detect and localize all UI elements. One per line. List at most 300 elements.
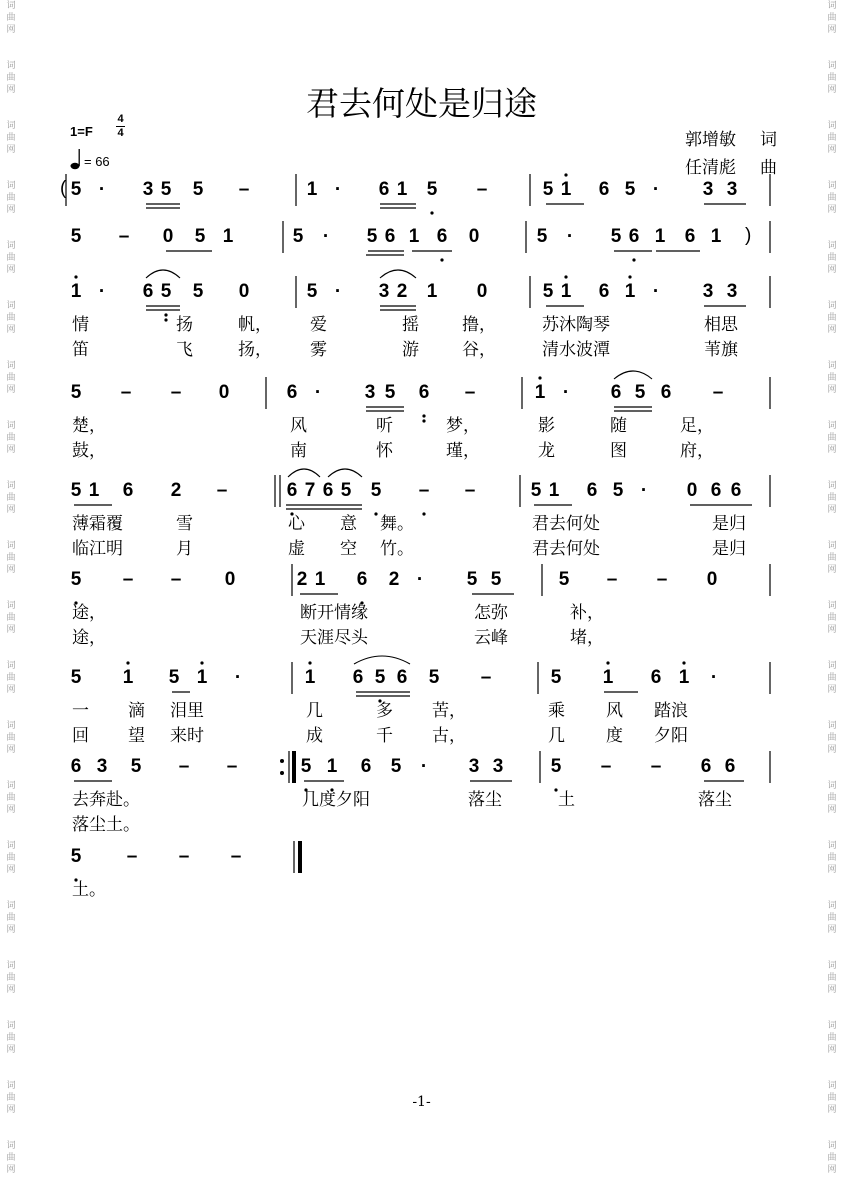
lyric-verse-2: 成 (306, 726, 323, 746)
note-digit: 1 (222, 226, 234, 247)
dash-extension: – (230, 846, 242, 867)
dash-extension: – (118, 226, 130, 247)
intro-open-paren: ( (60, 178, 67, 199)
octave-dot-above (74, 275, 77, 278)
lyric-verse-1: 舞。 (380, 514, 414, 534)
note-digit: 6 (700, 756, 712, 777)
note-digit: 6 (650, 667, 662, 688)
note-digit: 5 (70, 667, 82, 688)
watermark-char: 词 (6, 421, 16, 431)
lyric-verse-2: 雾 (310, 340, 327, 360)
watermark-char: 网 (827, 25, 837, 35)
watermark-char: 曲 (6, 193, 16, 203)
note-digit: 1 (654, 226, 666, 247)
note-digit: 5 (558, 569, 570, 590)
watermark-char: 曲 (6, 853, 16, 863)
lyric-verse-2: 度 (606, 726, 623, 746)
note-digit: 6 (142, 281, 154, 302)
watermark-char: 曲 (827, 253, 837, 263)
octave-dot-above (628, 275, 631, 278)
note-digit: 0 (162, 226, 174, 247)
lyric-verse-1: 一 (72, 701, 89, 721)
watermark-char: 网 (6, 1045, 16, 1055)
watermark-char: 网 (6, 565, 16, 575)
watermark-char: 词 (6, 721, 16, 731)
note-digit: 5 (624, 179, 636, 200)
octave-dot-below (632, 258, 635, 261)
watermark-char: 词 (827, 901, 837, 911)
note-digit: 1 (710, 226, 722, 247)
lyric-verse-1: 补， (570, 603, 604, 623)
watermark-char: 词 (827, 1021, 837, 1031)
dash-extension: – (418, 480, 430, 501)
watermark-char: 曲 (6, 613, 16, 623)
lyric-verse-2: 竹。 (380, 539, 414, 559)
watermark-char: 曲 (827, 1093, 837, 1103)
lyric-verse-1: 情 (72, 315, 89, 335)
lyric-verse-1: 梦， (446, 416, 480, 436)
dash-extension: – (476, 179, 488, 200)
octave-dot-below (422, 512, 425, 515)
watermark-char: 网 (6, 625, 16, 635)
time-signature-top: 4 (117, 113, 124, 125)
note-digit: 7 (304, 480, 316, 501)
watermark-char: 网 (827, 505, 837, 515)
note-digit: 2 (296, 569, 308, 590)
watermark-char: 网 (6, 805, 16, 815)
lyric-verse-2: 天涯尽头 (300, 628, 368, 648)
slur-arc (380, 270, 416, 278)
lyric-verse-1: 滴 (128, 701, 145, 721)
octave-dot-below (164, 318, 167, 321)
note-digit: 5 (428, 667, 440, 688)
watermark-char: 词 (827, 1, 837, 11)
watermark-char: 词 (6, 361, 16, 371)
note-digit: 3 (142, 179, 154, 200)
watermark-char: 曲 (6, 973, 16, 983)
note-digit: 5 (340, 480, 352, 501)
dash-extension: – (480, 667, 492, 688)
watermark-char: 曲 (6, 553, 16, 563)
octave-dot-below (440, 258, 443, 261)
watermark-char: 曲 (6, 733, 16, 743)
lyric-verse-1: 落尘 (468, 790, 502, 810)
note-digit: 6 (598, 179, 610, 200)
dotted-rhythm: · (652, 281, 660, 302)
octave-dot-below (422, 419, 425, 422)
lyric-verse-2: 落尘土。 (72, 815, 140, 835)
watermark-char: 网 (827, 925, 837, 935)
watermark-char: 词 (827, 601, 837, 611)
repeat-dot (280, 759, 284, 763)
lyric-verse-1: 是归 (712, 514, 746, 534)
watermark-char: 网 (6, 505, 16, 515)
watermark-char: 词 (6, 841, 16, 851)
lyric-verse-1: 扬 (176, 315, 193, 335)
watermark-char: 词 (827, 961, 837, 971)
lyric-verse-1: 撸， (462, 315, 496, 335)
note-digit: 6 (360, 756, 372, 777)
lyric-verse-2: 月 (176, 539, 193, 559)
lyric-verse-2: 古， (432, 726, 466, 746)
note-digit: 1 (196, 667, 208, 688)
note-digit: 1 (306, 179, 318, 200)
watermark-char: 词 (6, 241, 16, 251)
watermark-char: 网 (6, 1105, 16, 1115)
watermark-char: 词 (827, 121, 837, 131)
repeat-dot (280, 771, 284, 775)
note-digit: 5 (292, 226, 304, 247)
note-digit: 5 (70, 846, 82, 867)
note-digit: 5 (490, 569, 502, 590)
note-digit: 3 (702, 179, 714, 200)
note-digit: 5 (194, 226, 206, 247)
watermark-char: 曲 (6, 13, 16, 23)
watermark-char: 词 (6, 541, 16, 551)
dotted-rhythm: · (314, 382, 322, 403)
note-digit: 6 (418, 382, 430, 403)
note-digit: 5 (70, 226, 82, 247)
note-digit: 6 (660, 382, 672, 403)
note-digit: 6 (356, 569, 368, 590)
lyric-verse-2: 临江明 (72, 539, 123, 559)
watermark-char: 曲 (6, 433, 16, 443)
lyric-verse-1: 去奔赴。 (72, 790, 140, 810)
note-digit: 1 (548, 480, 560, 501)
note-digit: 6 (396, 667, 408, 688)
watermark-char: 曲 (827, 133, 837, 143)
note-digit: 6 (384, 226, 396, 247)
lyric-verse-1: 乘 (548, 701, 565, 721)
note-digit: 5 (612, 480, 624, 501)
lyric-verse-1: 几 (306, 701, 323, 721)
octave-dot-below (422, 414, 425, 417)
note-digit: 6 (286, 480, 298, 501)
watermark-char: 网 (827, 1105, 837, 1115)
octave-dot-above (200, 661, 203, 664)
lyric-verse-2: 飞 (176, 340, 193, 360)
octave-dot-below (430, 211, 433, 214)
note-digit: 5 (160, 179, 172, 200)
note-digit: 2 (388, 569, 400, 590)
lyric-verse-1: 心 (288, 514, 305, 534)
dotted-rhythm: · (416, 569, 424, 590)
note-digit: 1 (70, 281, 82, 302)
dotted-rhythm: · (710, 667, 718, 688)
lyric-verse-2: 瑾， (446, 441, 480, 461)
dotted-rhythm: · (334, 281, 342, 302)
note-digit: 5 (370, 480, 382, 501)
dash-extension: – (122, 569, 134, 590)
note-digit: 1 (304, 667, 316, 688)
dash-extension: – (226, 756, 238, 777)
note-digit: 5 (306, 281, 318, 302)
note-digit: 1 (88, 480, 100, 501)
watermark-char: 网 (6, 865, 16, 875)
note-digit: 5 (466, 569, 478, 590)
dash-extension: – (600, 756, 612, 777)
note-digit: 5 (160, 281, 172, 302)
watermark-char: 词 (6, 61, 16, 71)
note-digit: 5 (610, 226, 622, 247)
dash-extension: – (712, 382, 724, 403)
intro-close-paren: ) (745, 225, 752, 246)
note-digit: 1 (624, 281, 636, 302)
watermark-char: 曲 (827, 1153, 837, 1163)
dash-extension: – (464, 382, 476, 403)
note-digit: 5 (192, 281, 204, 302)
lyric-verse-2: 空 (340, 539, 357, 559)
lyric-verse-1: 影 (538, 416, 555, 436)
watermark-char: 网 (827, 145, 837, 155)
watermark-char: 网 (6, 265, 16, 275)
lyric-verse-1: 随 (610, 416, 627, 436)
tempo-marking: = 66 (84, 154, 110, 169)
note-digit: 1 (602, 667, 614, 688)
lyricist-role: 词 (760, 130, 777, 150)
watermark-char: 词 (827, 301, 837, 311)
lyric-verse-1: 意 (340, 514, 357, 534)
watermark-char: 词 (827, 661, 837, 671)
slur-arc (288, 469, 320, 477)
dotted-rhythm: · (334, 179, 342, 200)
note-digit: 5 (426, 179, 438, 200)
watermark-char: 词 (6, 661, 16, 671)
note-digit: 1 (678, 667, 690, 688)
watermark-char: 词 (6, 301, 16, 311)
note-digit: 5 (70, 179, 82, 200)
lyric-verse-2: 堵， (570, 628, 604, 648)
watermark-char: 曲 (6, 313, 16, 323)
watermark-char: 网 (827, 625, 837, 635)
lyric-verse-1: 风 (290, 416, 307, 436)
watermark-char: 网 (6, 25, 16, 35)
watermark-char: 网 (827, 565, 837, 575)
watermark-char: 网 (6, 145, 16, 155)
watermark-char: 网 (827, 1045, 837, 1055)
octave-dot-below (164, 313, 167, 316)
dash-extension: – (650, 756, 662, 777)
watermark-char: 曲 (827, 673, 837, 683)
note-digit: 5 (168, 667, 180, 688)
watermark-char: 词 (6, 781, 16, 791)
watermark-char: 网 (827, 985, 837, 995)
watermark-char: 曲 (6, 1093, 16, 1103)
lyric-verse-2: 鼓， (72, 441, 106, 461)
watermark-char: 曲 (827, 613, 837, 623)
watermark-char: 网 (827, 1165, 837, 1175)
note-digit: 5 (550, 667, 562, 688)
watermark-char: 词 (827, 721, 837, 731)
lyric-verse-1: 帆， (238, 315, 272, 335)
dash-extension: – (606, 569, 618, 590)
note-digit: 3 (364, 382, 376, 403)
lyric-verse-1: 泪里 (170, 701, 204, 721)
watermark-char: 词 (827, 781, 837, 791)
note-digit: 3 (378, 281, 390, 302)
lyric-verse-2: 虚 (288, 539, 305, 559)
watermark-char: 曲 (6, 73, 16, 83)
lyric-verse-2: 谷， (462, 340, 496, 360)
note-digit: 5 (192, 179, 204, 200)
watermark-char: 网 (827, 385, 837, 395)
lyric-verse-1: 听 (376, 416, 393, 436)
watermark-char: 曲 (827, 853, 837, 863)
watermark-char: 词 (6, 901, 16, 911)
watermark-char: 网 (6, 325, 16, 335)
watermark-char: 曲 (827, 1033, 837, 1043)
note-digit: 6 (684, 226, 696, 247)
watermark-char: 曲 (6, 1153, 16, 1163)
watermark-char: 网 (827, 205, 837, 215)
lyric-verse-1: 雪 (176, 514, 193, 534)
watermark-char: 词 (6, 121, 16, 131)
note-digit: 5 (366, 226, 378, 247)
composer-role: 曲 (760, 158, 777, 178)
note-digit: 0 (476, 281, 488, 302)
note-digit: 0 (224, 569, 236, 590)
note-digit: 6 (628, 226, 640, 247)
watermark-char: 词 (827, 541, 837, 551)
lyricist-name: 郭增敏 (685, 130, 736, 150)
note-digit: 1 (408, 226, 420, 247)
note-digit: 6 (70, 756, 82, 777)
note-digit: 5 (384, 382, 396, 403)
song-title: 君去何处是归途 (306, 84, 537, 123)
watermark-char: 网 (6, 385, 16, 395)
watermark-char: 网 (827, 85, 837, 95)
lyric-verse-1: 爱 (310, 315, 327, 335)
lyric-verse-1: 土。 (72, 880, 106, 900)
dotted-rhythm: · (98, 179, 106, 200)
octave-dot-above (538, 376, 541, 379)
dotted-rhythm: · (234, 667, 242, 688)
note-digit: 6 (610, 382, 622, 403)
note-digit: 5 (130, 756, 142, 777)
lyric-verse-1: 苏沐陶琴 (542, 315, 610, 335)
lyric-verse-2: 南 (290, 441, 307, 461)
key-signature: 1=F (70, 124, 93, 139)
note-digit: 6 (436, 226, 448, 247)
watermark-char: 词 (827, 841, 837, 851)
slur-arc (328, 469, 362, 477)
watermark-char: 词 (827, 1081, 837, 1091)
note-digit: 3 (96, 756, 108, 777)
watermark-char: 词 (827, 181, 837, 191)
dotted-rhythm: · (420, 756, 428, 777)
note-digit: 3 (726, 179, 738, 200)
watermark-char: 网 (6, 205, 16, 215)
watermark-char: 曲 (6, 373, 16, 383)
time-signature-bottom: 4 (117, 127, 124, 139)
note-digit: 5 (536, 226, 548, 247)
note-digit: 6 (730, 480, 742, 501)
dash-extension: – (170, 382, 182, 403)
octave-dot-above (682, 661, 685, 664)
watermark-char: 曲 (827, 73, 837, 83)
note-digit: 3 (702, 281, 714, 302)
lyric-verse-2: 夕阳 (654, 726, 688, 746)
note-digit: 6 (724, 756, 736, 777)
note-digit: 6 (286, 382, 298, 403)
note-digit: 6 (122, 480, 134, 501)
note-digit: 5 (70, 480, 82, 501)
lyric-verse-2: 图 (610, 441, 627, 461)
lyric-verse-1: 薄霜覆 (72, 514, 123, 534)
note-digit: 5 (542, 179, 554, 200)
slur-arc (146, 270, 180, 278)
watermark-char: 网 (827, 805, 837, 815)
lyric-verse-1: 断开情缘 (300, 603, 368, 623)
note-digit: 5 (390, 756, 402, 777)
note-digit: 1 (426, 281, 438, 302)
lyric-verse-1: 踏浪 (654, 701, 688, 721)
lyric-verse-1: 苦， (432, 701, 466, 721)
watermark-char: 曲 (827, 433, 837, 443)
note-digit: 1 (326, 756, 338, 777)
watermark-char: 曲 (827, 493, 837, 503)
watermark-char: 网 (6, 445, 16, 455)
note-digit: 6 (586, 480, 598, 501)
note-digit: 0 (238, 281, 250, 302)
note-digit: 5 (530, 480, 542, 501)
dash-extension: – (126, 846, 138, 867)
watermark-char: 曲 (6, 1033, 16, 1043)
watermark-char: 网 (827, 325, 837, 335)
dotted-rhythm: · (566, 226, 574, 247)
note-digit: 5 (550, 756, 562, 777)
lyric-verse-1: 楚， (72, 416, 106, 436)
watermark-char: 曲 (827, 313, 837, 323)
lyric-verse-2: 苇旗 (704, 340, 738, 360)
note-digit: 5 (70, 569, 82, 590)
watermark-char: 曲 (6, 793, 16, 803)
watermark-char: 词 (6, 961, 16, 971)
watermark-char: 网 (6, 985, 16, 995)
watermark-char: 词 (6, 481, 16, 491)
lyric-verse-2: 云峰 (474, 628, 508, 648)
note-digit: 3 (492, 756, 504, 777)
watermark-char: 曲 (6, 673, 16, 683)
lyric-verse-1: 摇 (402, 315, 419, 335)
watermark-char: 网 (827, 745, 837, 755)
octave-dot-above (308, 661, 311, 664)
lyric-verse-2: 回 (72, 726, 89, 746)
note-digit: 3 (468, 756, 480, 777)
note-digit: 0 (706, 569, 718, 590)
watermark-char: 曲 (827, 793, 837, 803)
octave-dot-above (564, 173, 567, 176)
note-digit: 0 (468, 226, 480, 247)
lyric-verse-2: 扬， (238, 340, 272, 360)
watermark-char: 曲 (6, 253, 16, 263)
watermark-char: 网 (6, 745, 16, 755)
lyric-verse-1: 怎弥 (474, 603, 508, 623)
watermark-char: 词 (827, 421, 837, 431)
lyric-verse-1: 多 (376, 701, 393, 721)
watermark-char: 词 (827, 61, 837, 71)
watermark-char: 曲 (827, 973, 837, 983)
dotted-rhythm: · (98, 281, 106, 302)
lyric-verse-2: 龙 (538, 441, 555, 461)
composer-name: 任清彪 (685, 158, 736, 178)
octave-dot-above (606, 661, 609, 664)
note-digit: 6 (352, 667, 364, 688)
watermark-char: 曲 (6, 913, 16, 923)
watermark-char: 曲 (827, 733, 837, 743)
lyric-verse-2: 望 (128, 726, 145, 746)
lyric-verse-2: 是归 (712, 539, 746, 559)
